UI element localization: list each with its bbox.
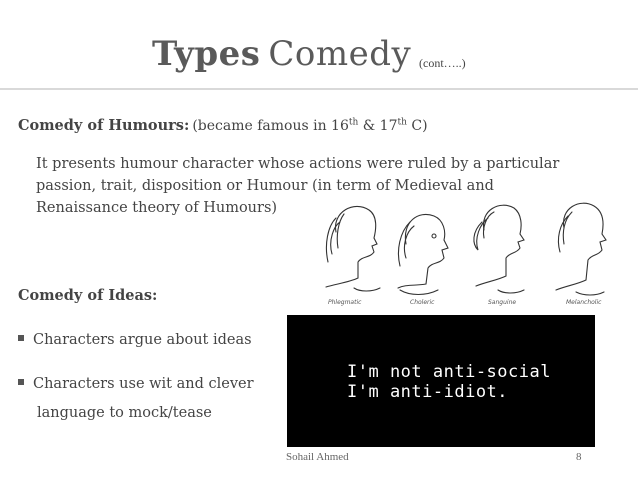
humours-note [192,118,427,134]
note-prefix: (became famous in 16 [192,118,349,134]
ideas-heading: Comedy of Ideas: [18,287,158,304]
note-sup-1: th [348,117,359,128]
humours-line-1: It presents humour character whose actions were ruled by a particular [36,156,560,172]
slide-title [152,34,411,74]
title-continued-note: (cont…..) [419,56,466,70]
humours-heading: Comedy of Humours: [18,117,190,134]
bullet-square-icon [18,379,24,385]
phlegmatic-head [326,206,380,291]
title-bold: Types [152,34,261,74]
caption-phlegmatic: Phlegmatic [328,299,362,306]
caption-melancholic: Melancholic [566,299,602,306]
note-mid: & 17 [358,118,398,134]
quote-image [287,315,595,447]
bullet-item [18,329,252,351]
title-rest: Comedy [268,34,412,74]
bullet-item [18,373,254,395]
footer-page-number: 8 [576,451,582,463]
melancholic-head [556,203,606,295]
note-sup-2: th [397,117,407,128]
bullet-text: Characters argue about ideas [33,332,252,348]
humours-line-3: Renaissance theory of Humours) [36,200,278,216]
humours-line-2: passion, trait, disposition or Humour (in term of Medieval and [36,178,494,194]
quote-line-2: I'm anti-idiot. [347,382,509,402]
humours-heading-line [18,117,428,134]
choleric-head [398,214,448,294]
bullet-text: Characters use wit and clever [33,376,254,392]
note-suffix: C) [406,118,428,134]
quote-line-1: I'm not anti-social [347,362,551,382]
caption-choleric: Choleric [410,299,435,306]
bullet-square-icon [18,335,24,341]
sanguine-head [474,205,524,293]
four-humours-illustration [314,192,622,312]
title-divider [0,88,638,90]
title-row [0,34,638,84]
footer-author: Sohail Ahmed [286,451,349,463]
caption-sanguine: Sanguine [488,299,517,306]
bullet-continuation: language to mock/tease [37,405,212,421]
